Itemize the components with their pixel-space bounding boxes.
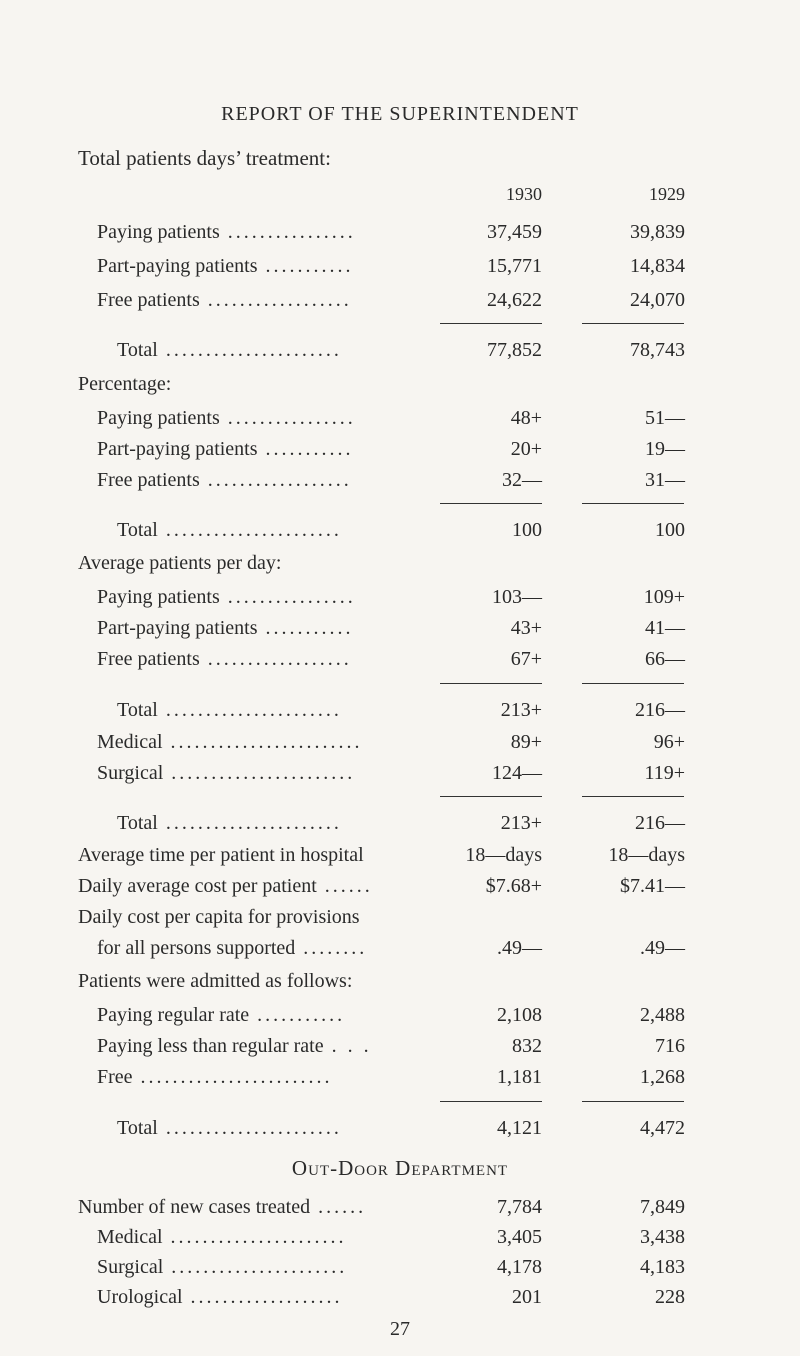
table-row-total [0,339,800,367]
value-1929: 2,488 [640,1004,685,1026]
value-1929: 41— [645,617,685,639]
table-row-total [0,1117,800,1145]
value-1929: 216— [635,812,685,834]
row-label: Free patients .................. [97,289,352,311]
value-1929: 228 [655,1286,685,1308]
value-1929: 19— [645,438,685,460]
value-1930: 1,181 [497,1066,542,1088]
total-rule [582,683,684,684]
table-row [0,1196,800,1224]
table-row [0,1226,800,1254]
table-row [0,438,800,466]
row-label: Total ...................... [117,1117,342,1139]
value-1929: 109+ [643,586,685,608]
column-header-1929: 1929 [649,184,685,204]
total-rule [582,796,684,797]
row-label: Medical ........................ [97,731,363,753]
row-label: Paying patients ................ [97,221,356,243]
value-1930: 4,178 [497,1256,542,1278]
row-label: Part-paying patients ........... [97,438,354,460]
value-1930: 201 [512,1286,542,1308]
value-1929: 216— [635,699,685,721]
row-label: Number of new cases treated ...... [78,1196,367,1218]
row-label: Paying less than regular rate . . . [97,1035,372,1057]
value-1929: 66— [645,648,685,670]
table-row [0,762,800,790]
value-1929: 1,268 [640,1066,685,1088]
row-label: Percentage: [78,373,172,395]
table-row [0,906,800,934]
section-heading [0,970,800,998]
table-row [0,844,800,872]
total-rule [440,323,542,324]
section-title-out-door-department: Out-Door Department [291,1156,509,1180]
value-1930: 48+ [510,407,542,429]
section-heading [0,552,800,580]
value-1930: 18—days [465,844,542,866]
value-1929: 4,472 [640,1117,685,1139]
value-1930: 103— [492,586,542,608]
row-label: Free patients .................. [97,648,352,670]
table-row [0,255,800,283]
row-label: Total ...................... [117,339,342,361]
value-1929: 119+ [644,762,685,784]
row-label: Total ...................... [117,519,342,541]
table-row-total [0,812,800,840]
page-number: 27 [390,1318,410,1340]
row-label: Free patients .................. [97,469,352,491]
table-row [0,1256,800,1284]
table-row [0,1286,800,1314]
value-1929: 39,839 [630,221,685,243]
row-label: Free ........................ [97,1066,333,1088]
value-1929: 96+ [653,731,685,753]
value-1930: 2,108 [497,1004,542,1026]
row-label: Paying patients ................ [97,586,356,608]
value-1930: 77,852 [487,339,542,361]
table-row-total [0,699,800,727]
table-row [0,937,800,965]
total-rule [582,1101,684,1102]
table-row [0,1066,800,1094]
row-label: Urological ................... [97,1286,343,1308]
value-1930: 15,771 [487,255,542,277]
row-label: Part-paying patients ........... [97,255,354,277]
row-label: Part-paying patients ........... [97,617,354,639]
value-1930: 124— [492,762,542,784]
row-label: Patients were admitted as follows: [78,970,353,992]
total-rule [582,503,684,504]
row-label: Average patients per day: [78,552,282,574]
value-1930: 7,784 [497,1196,542,1218]
table-row [0,648,800,676]
row-label: Surgical ....................... [97,762,356,784]
table-row [0,586,800,614]
value-1930: 43+ [510,617,542,639]
value-1930: 4,121 [497,1117,542,1139]
value-1929: 78,743 [630,339,685,361]
table-row [0,1035,800,1063]
value-1930: $7.68+ [485,875,542,897]
table-row [0,289,800,317]
value-1930: 3,405 [497,1226,542,1248]
value-1929: 51— [645,407,685,429]
table-row [0,407,800,435]
value-1929: 18—days [608,844,685,866]
row-label: Total ...................... [117,812,342,834]
value-1930: 37,459 [487,221,542,243]
value-1929: 100 [655,519,685,541]
value-1929: 4,183 [640,1256,685,1278]
column-header-1930: 1930 [506,184,542,204]
total-rule [440,796,542,797]
intro-heading: Total patients days’ treatment: [78,146,331,170]
total-rule [440,1101,542,1102]
row-label: Paying patients ................ [97,407,356,429]
row-label: Daily cost per capita for provisions [78,906,360,928]
value-1930: 32— [502,469,542,491]
row-label: for all persons supported ........ [97,937,368,959]
value-1930: .49— [497,937,542,959]
row-label: Total ...................... [117,699,342,721]
value-1929: $7.41— [620,875,685,897]
value-1930: 213+ [500,699,542,721]
value-1930: 20+ [510,438,542,460]
page-header: REPORT OF THE SUPERINTENDENT [221,103,579,125]
table-row [0,469,800,497]
value-1929: 14,834 [630,255,685,277]
table-row [0,731,800,759]
value-1930: 832 [512,1035,542,1057]
table-row-total [0,519,800,547]
section-heading [0,373,800,401]
table-row [0,221,800,249]
row-label: Daily average cost per patient ...... [78,875,373,897]
row-label: Average time per patient in hospital [78,844,364,866]
value-1930: 89+ [510,731,542,753]
row-label: Paying regular rate ........... [97,1004,346,1026]
value-1930: 24,622 [487,289,542,311]
total-rule [582,323,684,324]
value-1930: 100 [512,519,542,541]
total-rule [440,503,542,504]
value-1929: 7,849 [640,1196,685,1218]
row-label: Surgical ...................... [97,1256,348,1278]
value-1929: 31— [645,469,685,491]
value-1929: 24,070 [630,289,685,311]
value-1929: 3,438 [640,1226,685,1248]
value-1929: 716 [655,1035,685,1057]
value-1930: 213+ [500,812,542,834]
row-label: Medical ...................... [97,1226,347,1248]
table-row [0,1004,800,1032]
table-row [0,617,800,645]
value-1930: 67+ [510,648,542,670]
value-1929: .49— [640,937,685,959]
table-row [0,875,800,903]
total-rule [440,683,542,684]
